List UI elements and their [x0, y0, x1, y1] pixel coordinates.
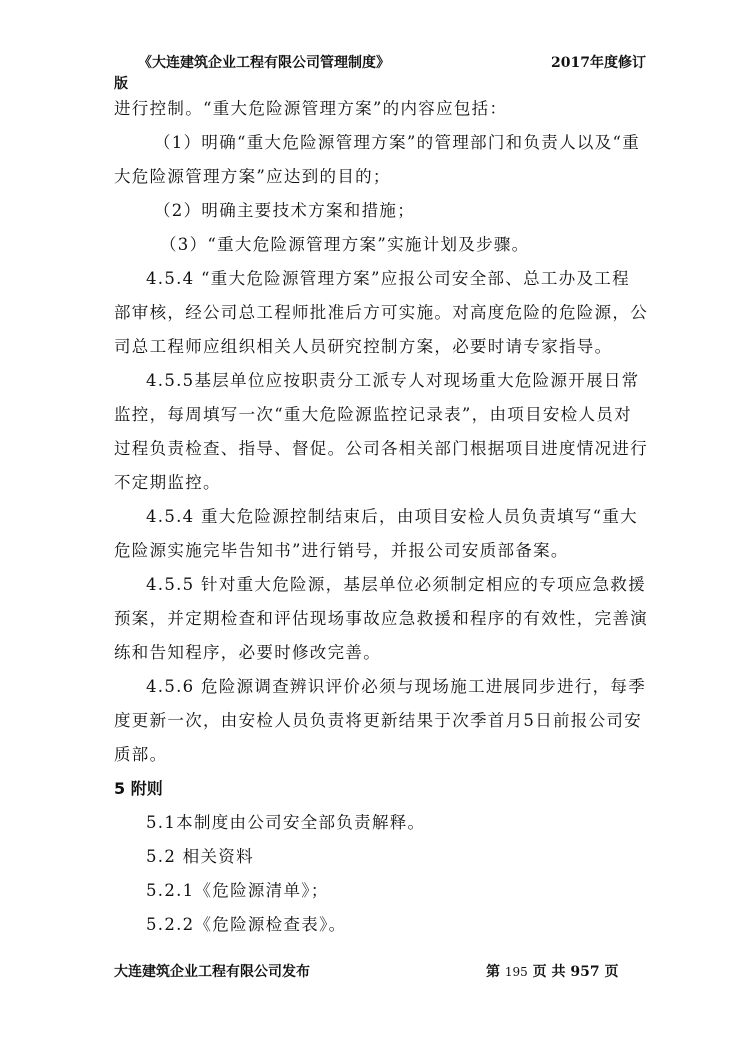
page-suffix: 页: [604, 964, 619, 980]
paragraph-line: （1）明确“重大危险源管理方案”的管理部门和负责人以及“重: [154, 133, 641, 152]
paragraph-line: 预案，并定期检查和评估现场事故应急救援和程序的有效性，完善演: [114, 609, 648, 628]
page-prefix: 第: [486, 964, 500, 980]
page-total: 957: [570, 964, 600, 980]
paragraph-line: 质部。: [114, 745, 168, 764]
paragraph-line: 过程负责检查、指导、督促。公司各相关部门根据项目进度情况进行: [114, 439, 648, 458]
paragraph-line: 练和告知程序，必要时修改完善。: [114, 643, 381, 662]
section-item: 5.2 相关资料: [146, 847, 254, 866]
document-body: [114, 92, 648, 942]
paragraph-line: 4.5.4 “重大危险源管理方案”应报公司安全部、总工办及工程: [146, 269, 630, 288]
paragraph-line: 监控，每周填写一次“重大危险源监控记录表”，由项目安检人员对: [114, 405, 632, 424]
paragraph-line: 4.5.4 重大危险源控制结束后，由项目安检人员负责填写“重大: [146, 507, 638, 526]
header-version-wrap: 版: [114, 76, 128, 92]
paragraph-line: （2）明确主要技术方案和措施；: [154, 201, 415, 220]
section-item: 5.2.1《危险源清单》；: [146, 881, 329, 900]
paragraph-line: 大危险源管理方案”应达到的目的；: [114, 167, 391, 186]
footer-publisher: 大连建筑企业工程有限公司发布: [114, 964, 310, 980]
paragraph-line: （3）“重大危险源管理方案”实施计划及步骤。: [160, 235, 530, 254]
paragraph-line: 度更新一次，由安检人员负责将更新结果于次季首月5日前报公司安: [114, 711, 642, 730]
header-title: 《大连建筑企业工程有限公司管理制度》: [138, 55, 390, 71]
page-current: 195: [504, 965, 528, 979]
paragraph-line: 4.5.6 危险源调查辨识评价必须与现场施工进展同步进行，每季: [146, 677, 647, 696]
paragraph-line: 部审核，经公司总工程师批准后方可实施。对高度危险的危险源，公: [114, 303, 648, 322]
paragraph-line: 4.5.5基层单位应按职责分工派专人对现场重大危险源开展日常: [146, 371, 640, 390]
footer-page-info: [486, 961, 619, 981]
paragraph-line: 4.5.5 针对重大危险源，基层单位必须制定相应的专项应急救援: [146, 575, 647, 594]
page-mid: 页 共: [532, 964, 566, 980]
paragraph-line: 不定期监控。: [114, 473, 221, 492]
section-item: 5.2.2《危险源检查表》。: [146, 915, 347, 934]
header-version: 2017年度修订: [551, 55, 646, 71]
section-item: 5.1本制度由公司安全部负责解释。: [146, 813, 426, 832]
section-heading: 5 附则: [114, 779, 163, 798]
paragraph-line: 进行控制。“重大危险源管理方案”的内容应包括：: [114, 99, 508, 118]
paragraph-line: 危险源实施完毕告知书”进行销号，并报公司安质部备案。: [114, 541, 569, 560]
paragraph-line: 司总工程师应组织相关人员研究控制方案，必要时请专家指导。: [114, 337, 613, 356]
